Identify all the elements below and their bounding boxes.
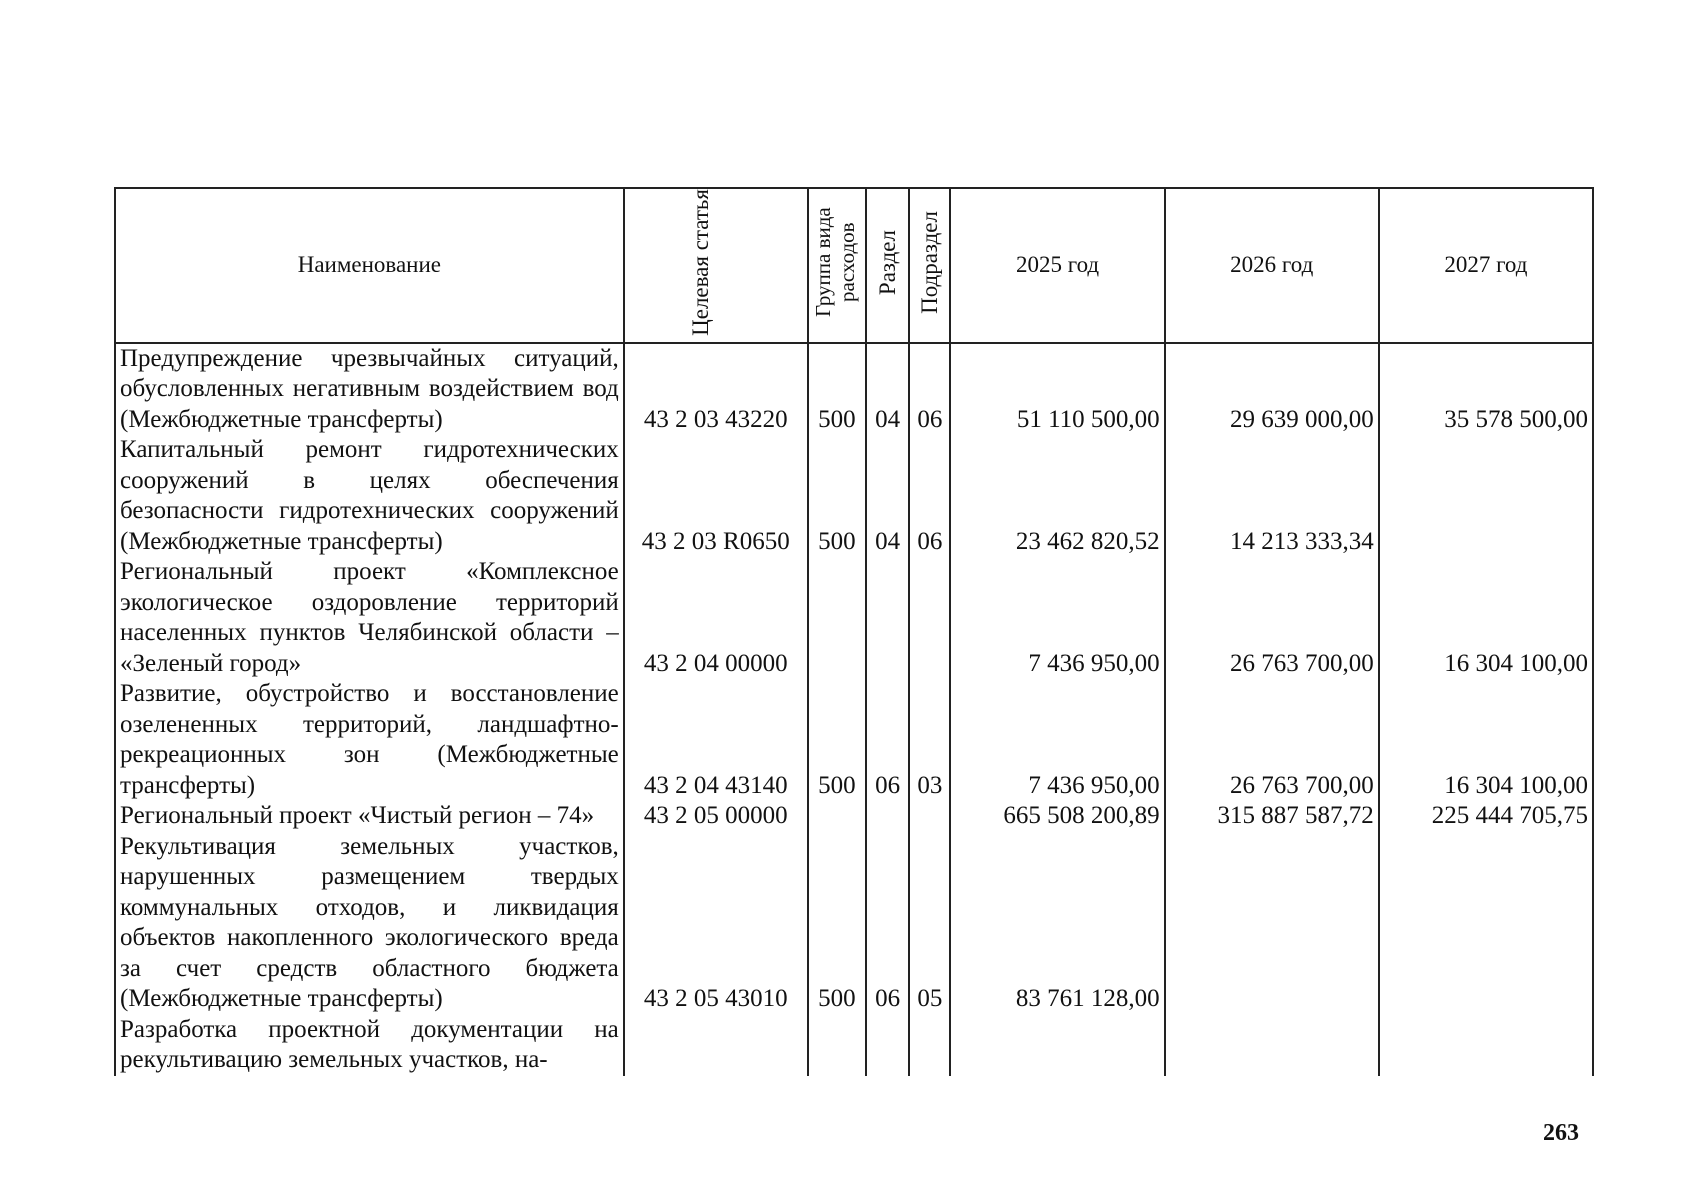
row-name: Развитие, обустройство и восстановление озелененных территорий, ландшафтно-рекреационных зон (Межбюджетные трансферты) [115, 679, 624, 801]
row-2025 [950, 1015, 1164, 1076]
row-section: 06 [866, 679, 909, 801]
row-subsection [909, 557, 950, 679]
row-2027 [1379, 435, 1593, 557]
row-group: 500 [808, 679, 866, 801]
row-group [808, 1015, 866, 1076]
row-2025: 23 462 820,52 [950, 435, 1164, 557]
row-2025: 51 110 500,00 [950, 343, 1164, 436]
page-number: 263 [1543, 1120, 1579, 1146]
row-group: 500 [808, 343, 866, 436]
row-2026: 29 639 000,00 [1165, 343, 1379, 436]
row-section [866, 1015, 909, 1076]
row-target: 43 2 04 43140 [624, 679, 808, 801]
row-2027 [1379, 832, 1593, 1015]
row-2027: 16 304 100,00 [1379, 557, 1593, 679]
row-2026: 26 763 700,00 [1165, 557, 1379, 679]
header-name: Наименование [115, 188, 624, 343]
row-2025: 7 436 950,00 [950, 679, 1164, 801]
header-section: Раздел [866, 188, 909, 343]
table-row [115, 1015, 1593, 1076]
row-name: Предупреждение чрезвычайных ситуаций, обусловленных негативным воздействием вод (Межбюджетные трансферты) [115, 343, 624, 436]
row-subsection: 05 [909, 832, 950, 1015]
row-section [866, 801, 909, 832]
budget-table [114, 187, 1594, 1076]
row-subsection [909, 1015, 950, 1076]
row-subsection: 03 [909, 679, 950, 801]
row-group [808, 801, 866, 832]
row-group: 500 [808, 435, 866, 557]
row-2027: 35 578 500,00 [1379, 343, 1593, 436]
row-2026: 14 213 333,34 [1165, 435, 1379, 557]
row-2026 [1165, 1015, 1379, 1076]
row-name: Разработка проектной документации на рекультивацию земельных участков, на- [115, 1015, 624, 1076]
row-section: 04 [866, 435, 909, 557]
row-target [624, 1015, 808, 1076]
table-row [115, 801, 1593, 832]
row-2027 [1379, 1015, 1593, 1076]
row-2025: 665 508 200,89 [950, 801, 1164, 832]
row-2027: 16 304 100,00 [1379, 679, 1593, 801]
header-2027: 2027 год [1379, 188, 1593, 343]
row-2027: 225 444 705,75 [1379, 801, 1593, 832]
row-2026 [1165, 832, 1379, 1015]
row-2026: 315 887 587,72 [1165, 801, 1379, 832]
table-row [115, 832, 1593, 1015]
row-group [808, 557, 866, 679]
row-subsection: 06 [909, 343, 950, 436]
table-row [115, 557, 1593, 679]
row-section [866, 557, 909, 679]
header-group: Группа вида расходов [808, 188, 866, 343]
row-2025: 7 436 950,00 [950, 557, 1164, 679]
row-2026: 26 763 700,00 [1165, 679, 1379, 801]
header-2026: 2026 год [1165, 188, 1379, 343]
row-2025: 83 761 128,00 [950, 832, 1164, 1015]
row-target: 43 2 05 00000 [624, 801, 808, 832]
row-name: Региональный проект «Чистый регион – 74» [115, 801, 624, 832]
row-name: Региональный проект «Комплексное экологическое оздоровление территорий населенных пунктов Челябинской области – «Зеленый город» [115, 557, 624, 679]
header-2025: 2025 год [950, 188, 1164, 343]
header-subsection: Подраздел [909, 188, 950, 343]
table-row [115, 343, 1593, 436]
row-subsection: 06 [909, 435, 950, 557]
row-target: 43 2 03 R0650 [624, 435, 808, 557]
row-name: Капитальный ремонт гидротехнических сооружений в целях обеспечения безопасности гидротехнических сооружений (Межбюджетные трансферты) [115, 435, 624, 557]
row-target: 43 2 03 43220 [624, 343, 808, 436]
row-name: Рекультивация земельных участков, нарушенных размещением твердых коммунальных отходов, и ликвидация объектов накопленного экологического вреда за счет средств областного бюджета (Межбюджетные трансферты) [115, 832, 624, 1015]
header-row [115, 188, 1593, 343]
row-target: 43 2 04 00000 [624, 557, 808, 679]
table-row [115, 435, 1593, 557]
row-subsection [909, 801, 950, 832]
row-section: 04 [866, 343, 909, 436]
row-target: 43 2 05 43010 [624, 832, 808, 1015]
row-group: 500 [808, 832, 866, 1015]
table-row [115, 679, 1593, 801]
header-target: Целевая статья [624, 188, 808, 343]
row-section: 06 [866, 832, 909, 1015]
